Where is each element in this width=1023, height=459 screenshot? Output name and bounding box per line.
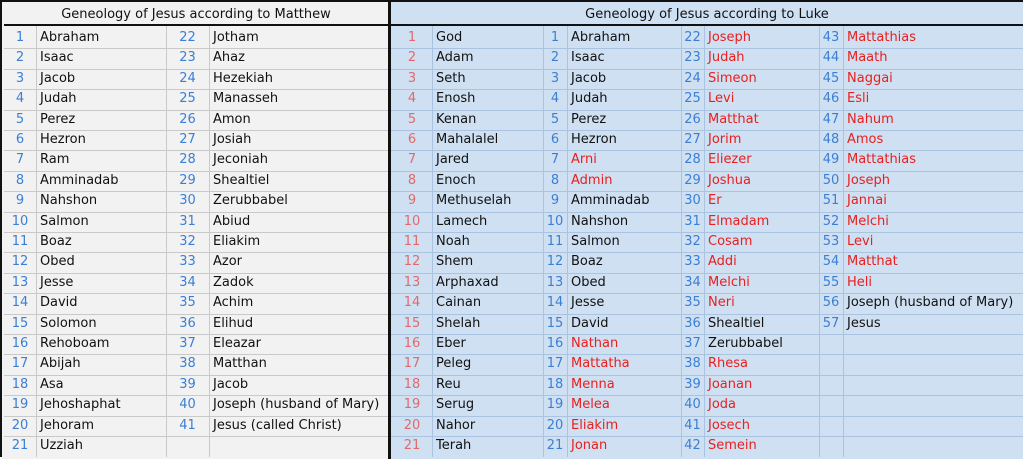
ancestor-name: Salmon: [571, 234, 620, 249]
ancestor-name: Josech: [708, 417, 750, 433]
generation-number: 57: [822, 315, 840, 331]
ancestor-name: Simeon: [708, 70, 757, 86]
generation-number: 6: [407, 132, 417, 147]
ancestor-name: Serug: [436, 397, 475, 413]
generation-number: 40: [684, 397, 701, 413]
ancestor-name: Peleg: [436, 356, 472, 372]
ancestor-name: Joshua: [708, 172, 752, 188]
ancestor-name: Abraham: [571, 30, 631, 45]
ancestor-name: Obed: [571, 274, 606, 290]
ancestor-name: Shealtiel: [708, 315, 765, 331]
ancestor-name: Mahalalel: [436, 132, 499, 147]
ancestor-name: Boaz: [40, 234, 72, 249]
generation-number: 19: [546, 397, 564, 413]
generation-number: [819, 416, 843, 436]
generation-number: 16: [403, 336, 421, 351]
generation-number: 24: [179, 70, 196, 86]
ancestor-name: Levi: [847, 234, 874, 249]
generation-number: 17: [403, 356, 421, 372]
ancestor-name: David: [571, 315, 609, 331]
generation-number: 20: [11, 417, 29, 433]
ancestor-name: Jeconiah: [213, 152, 268, 168]
generation-number: 34: [179, 274, 196, 290]
ancestor-name: Abijah: [40, 356, 81, 372]
generation-number: 18: [11, 376, 29, 392]
generation-number: 32: [684, 234, 701, 249]
generation-number: 28: [179, 152, 196, 168]
ancestor-name: Nahum: [847, 111, 894, 127]
ancestor-name: Joda: [708, 397, 737, 413]
ancestor-name: Arni: [571, 152, 597, 168]
luke-title: Geneology of Jesus according to Luke: [391, 4, 1023, 26]
ancestor-name: Arphaxad: [436, 274, 499, 290]
generation-number: 36: [179, 315, 196, 331]
generation-number: 19: [11, 397, 29, 413]
generation-number: 3: [407, 70, 417, 86]
ancestor-name: Nahshon: [40, 193, 98, 209]
generation-number: 13: [11, 274, 29, 290]
ancestor-name: Reu: [436, 376, 461, 392]
ancestor-name: Jesus (called Christ): [213, 417, 342, 433]
generation-number: [819, 334, 843, 354]
ancestor-name: Jared: [436, 152, 470, 168]
ancestor-name: Eliakim: [571, 417, 619, 433]
ancestor-name: Joseph (husband of Mary): [213, 397, 380, 413]
ancestor-name: Hezron: [571, 132, 617, 147]
generation-number: 35: [179, 295, 196, 311]
generation-number: 19: [403, 397, 421, 413]
generation-number: 8: [15, 172, 25, 188]
ancestor-name: Salmon: [40, 213, 89, 229]
generation-number: 31: [179, 213, 196, 229]
generation-number: 44: [822, 50, 840, 66]
ancestor-name: Amminadab: [40, 172, 119, 188]
generation-number: 15: [403, 315, 421, 331]
ancestor-name: Amon: [213, 111, 251, 127]
generation-number: 5: [407, 111, 417, 127]
generation-number: 1: [15, 30, 25, 45]
generation-number: 25: [684, 91, 701, 107]
generation-number: 3: [550, 70, 560, 86]
generation-number: 12: [546, 254, 564, 270]
ancestor-name: Asa: [40, 376, 64, 392]
generation-number: 28: [684, 152, 701, 168]
ancestor-name: [843, 375, 1023, 395]
generation-number: 15: [11, 315, 29, 331]
ancestor-name: Isaac: [40, 50, 74, 66]
ancestor-name: Jehoram: [40, 417, 94, 433]
ancestor-name: Judah: [571, 91, 608, 107]
ancestor-name: Enosh: [436, 91, 476, 107]
generation-number: 23: [179, 50, 196, 66]
generation-number: 26: [684, 111, 701, 127]
ancestor-name: Josiah: [213, 132, 252, 147]
ancestor-name: Shelah: [436, 315, 481, 331]
ancestor-name: Hezekiah: [213, 70, 273, 86]
generation-number: 3: [15, 70, 25, 86]
generation-number: 15: [546, 315, 564, 331]
generation-number: 38: [179, 356, 196, 372]
generation-number: 22: [684, 30, 701, 45]
generation-number: 13: [546, 274, 564, 290]
ancestor-name: Nahor: [436, 417, 476, 433]
generation-number: 27: [179, 132, 196, 147]
generation-number: 24: [684, 70, 701, 86]
ancestor-name: Joseph: [847, 172, 891, 188]
generation-number: 14: [11, 295, 29, 311]
generation-number: 39: [179, 376, 196, 392]
generation-number: 14: [403, 295, 421, 311]
generation-number: 55: [822, 274, 840, 290]
ancestor-name: Jonan: [571, 438, 608, 453]
ancestor-name: Melchi: [708, 274, 750, 290]
ancestor-name: Kenan: [436, 111, 477, 127]
generation-number: 21: [546, 438, 564, 453]
generation-number: 12: [11, 254, 29, 270]
ancestor-name: Nathan: [571, 336, 619, 351]
generation-number: 16: [546, 336, 564, 351]
generation-number: 38: [684, 356, 701, 372]
generation-number: 35: [684, 295, 701, 311]
ancestor-name: Noah: [436, 234, 470, 249]
ancestor-name: Menna: [571, 376, 615, 392]
generation-number: 1: [550, 30, 560, 45]
generation-number: 47: [822, 111, 840, 127]
generation-number: 43: [822, 30, 840, 45]
ancestor-name: Lamech: [436, 213, 488, 229]
generation-number: 31: [684, 213, 701, 229]
ancestor-name: Heli: [847, 274, 872, 290]
generation-number: 10: [403, 213, 421, 229]
ancestor-name: Jehoshaphat: [40, 397, 121, 413]
ancestor-name: Solomon: [40, 315, 97, 331]
generation-number: 41: [179, 417, 196, 433]
generation-number: 7: [550, 152, 560, 168]
generation-number: 42: [684, 438, 701, 453]
ancestor-name: Esli: [847, 91, 870, 107]
generation-number: 5: [550, 111, 560, 127]
generation-number: 10: [546, 213, 564, 229]
ancestor-name: Abiud: [213, 213, 251, 229]
ancestor-name: Elmadam: [708, 213, 770, 229]
matthew-title: Geneology of Jesus according to Matthew: [4, 4, 388, 26]
ancestor-name: Mattatha: [571, 356, 630, 372]
generation-number: 34: [684, 274, 701, 290]
ancestor-name: Ram: [40, 152, 70, 168]
ancestor-name: Rhesa: [708, 356, 749, 372]
ancestor-name: Obed: [40, 254, 75, 270]
ancestor-name: Boaz: [571, 254, 603, 270]
generation-number: 7: [407, 152, 417, 168]
ancestor-name: Joseph (husband of Mary): [847, 295, 1014, 311]
generation-number: 9: [407, 193, 417, 209]
generation-number: 46: [822, 91, 840, 107]
ancestor-name: Hezron: [40, 132, 86, 147]
ancestor-name: Achim: [213, 295, 254, 311]
ancestor-name: Adam: [436, 50, 474, 66]
ancestor-name: Rehoboam: [40, 336, 110, 351]
generation-number: 33: [179, 254, 196, 270]
generation-number: 26: [179, 111, 196, 127]
generation-number: 4: [407, 91, 417, 107]
generation-number: 2: [550, 50, 560, 66]
generation-number: 30: [179, 193, 196, 209]
generation-number: 21: [403, 438, 421, 453]
generation-number: 2: [407, 50, 417, 66]
ancestor-name: Mattathias: [847, 152, 917, 168]
generation-number: 9: [15, 193, 25, 209]
ancestor-name: David: [40, 295, 78, 311]
generation-number: 25: [179, 91, 196, 107]
ancestor-name: Eliakim: [213, 234, 261, 249]
ancestor-name: Uzziah: [40, 438, 83, 453]
generation-number: 21: [11, 438, 29, 453]
generation-number: 22: [179, 30, 196, 45]
ancestor-name: Terah: [436, 438, 472, 453]
generation-number: 52: [822, 213, 840, 229]
ancestor-name: Abraham: [40, 30, 100, 45]
generation-number: 7: [15, 152, 25, 168]
ancestor-name: Melchi: [847, 213, 889, 229]
generation-number: 11: [403, 234, 421, 249]
generation-number: 32: [179, 234, 196, 249]
ancestor-name: Methuselah: [436, 193, 512, 209]
ancestor-name: Judah: [708, 50, 745, 66]
ancestor-name: Perez: [40, 111, 76, 127]
generation-number: 17: [546, 356, 564, 372]
ancestor-name: Manasseh: [213, 91, 279, 107]
generation-number: 45: [822, 70, 840, 86]
ancestor-name: [843, 436, 1023, 456]
ancestor-name: Amminadab: [571, 193, 650, 209]
ancestor-name: [209, 436, 388, 456]
ancestor-name: Seth: [436, 70, 466, 86]
ancestor-name: Jotham: [213, 30, 259, 45]
ancestor-name: Joseph: [708, 30, 752, 45]
generation-number: 14: [546, 295, 564, 311]
ancestor-name: Jacob: [40, 70, 76, 86]
ancestor-name: Jacob: [213, 376, 249, 392]
generation-number: [819, 375, 843, 395]
generation-number: 40: [179, 397, 196, 413]
generation-number: [166, 436, 209, 456]
generation-number: 36: [684, 315, 701, 331]
generation-number: 30: [684, 193, 701, 209]
ancestor-name: Judah: [40, 91, 77, 107]
ancestor-name: Eliezer: [708, 152, 752, 168]
generation-number: 13: [403, 274, 421, 290]
generation-number: 41: [684, 417, 701, 433]
ancestor-name: Zerubbabel: [708, 336, 783, 351]
ancestor-name: Jacob: [571, 70, 607, 86]
generation-number: 1: [407, 30, 417, 45]
ancestor-name: Naggai: [847, 70, 893, 86]
generation-number: 6: [15, 132, 25, 147]
ancestor-name: Eleazar: [213, 336, 261, 351]
panel-divider: [388, 2, 391, 459]
ancestor-name: Matthat: [847, 254, 898, 270]
generation-number: 10: [11, 213, 29, 229]
ancestor-name: Azor: [213, 254, 243, 270]
generation-number: [819, 395, 843, 415]
generation-number: 2: [15, 50, 25, 66]
generation-number: 23: [684, 50, 701, 66]
generation-number: [819, 354, 843, 374]
ancestor-name: Matthat: [708, 111, 759, 127]
ancestor-name: Cainan: [436, 295, 482, 311]
ancestor-name: Jannai: [847, 193, 887, 209]
ancestor-name: Matthan: [213, 356, 267, 372]
generation-number: 9: [550, 193, 560, 209]
generation-number: 54: [822, 254, 840, 270]
generation-number: 11: [546, 234, 564, 249]
ancestor-name: Enoch: [436, 172, 476, 188]
generation-number: 27: [684, 132, 701, 147]
ancestor-name: Zadok: [213, 274, 254, 290]
generation-number: [819, 436, 843, 456]
ancestor-name: Shem: [436, 254, 474, 270]
ancestor-name: Neri: [708, 295, 735, 311]
ancestor-name: God: [436, 30, 463, 45]
generation-number: 16: [11, 336, 29, 351]
ancestor-name: [843, 354, 1023, 374]
generation-number: 33: [684, 254, 701, 270]
generation-number: 4: [15, 91, 25, 107]
ancestor-name: Joanan: [708, 376, 753, 392]
generation-number: 29: [179, 172, 196, 188]
generation-number: 39: [684, 376, 701, 392]
ancestor-name: Maath: [847, 50, 888, 66]
generation-number: 18: [403, 376, 421, 392]
ancestor-name: Ahaz: [213, 50, 245, 66]
generation-number: 5: [15, 111, 25, 127]
generation-number: 48: [822, 132, 840, 147]
generation-number: 6: [550, 132, 560, 147]
ancestor-name: [843, 416, 1023, 436]
generation-number: 37: [684, 336, 701, 351]
ancestor-name: Melea: [571, 397, 610, 413]
generation-number: 20: [403, 417, 421, 433]
ancestor-name: Jesse: [571, 295, 605, 311]
generation-number: 50: [822, 172, 840, 188]
generation-number: 11: [11, 234, 29, 249]
generation-number: 20: [546, 417, 564, 433]
ancestor-name: Eber: [436, 336, 466, 351]
ancestor-name: Er: [708, 193, 722, 209]
generation-number: 18: [546, 376, 564, 392]
generation-number: 51: [822, 193, 840, 209]
generation-number: 29: [684, 172, 701, 188]
ancestor-name: Levi: [708, 91, 735, 107]
ancestor-name: Jesus: [847, 315, 881, 331]
ancestor-name: Admin: [571, 172, 613, 188]
ancestor-name: Elihud: [213, 315, 254, 331]
ancestor-name: [843, 334, 1023, 354]
generation-number: 53: [822, 234, 840, 249]
ancestor-name: Cosam: [708, 234, 753, 249]
ancestor-name: Jorim: [708, 132, 742, 147]
ancestor-name: Perez: [571, 111, 607, 127]
ancestor-name: Zerubbabel: [213, 193, 288, 209]
generation-number: 17: [11, 356, 29, 372]
ancestor-name: Nahshon: [571, 213, 629, 229]
generation-number: 56: [822, 295, 840, 311]
generation-number: 37: [179, 336, 196, 351]
ancestor-name: Amos: [847, 132, 884, 147]
generation-number: 12: [403, 254, 421, 270]
ancestor-name: Isaac: [571, 50, 605, 66]
ancestor-name: [843, 395, 1023, 415]
generation-number: 8: [550, 172, 560, 188]
ancestor-name: Jesse: [40, 274, 74, 290]
generation-number: 49: [822, 152, 840, 168]
ancestor-name: Mattathias: [847, 30, 917, 45]
generation-number: 8: [407, 172, 417, 188]
generation-number: 4: [550, 91, 560, 107]
ancestor-name: Shealtiel: [213, 172, 270, 188]
ancestor-name: Semein: [708, 438, 757, 453]
ancestor-name: Addi: [708, 254, 737, 270]
